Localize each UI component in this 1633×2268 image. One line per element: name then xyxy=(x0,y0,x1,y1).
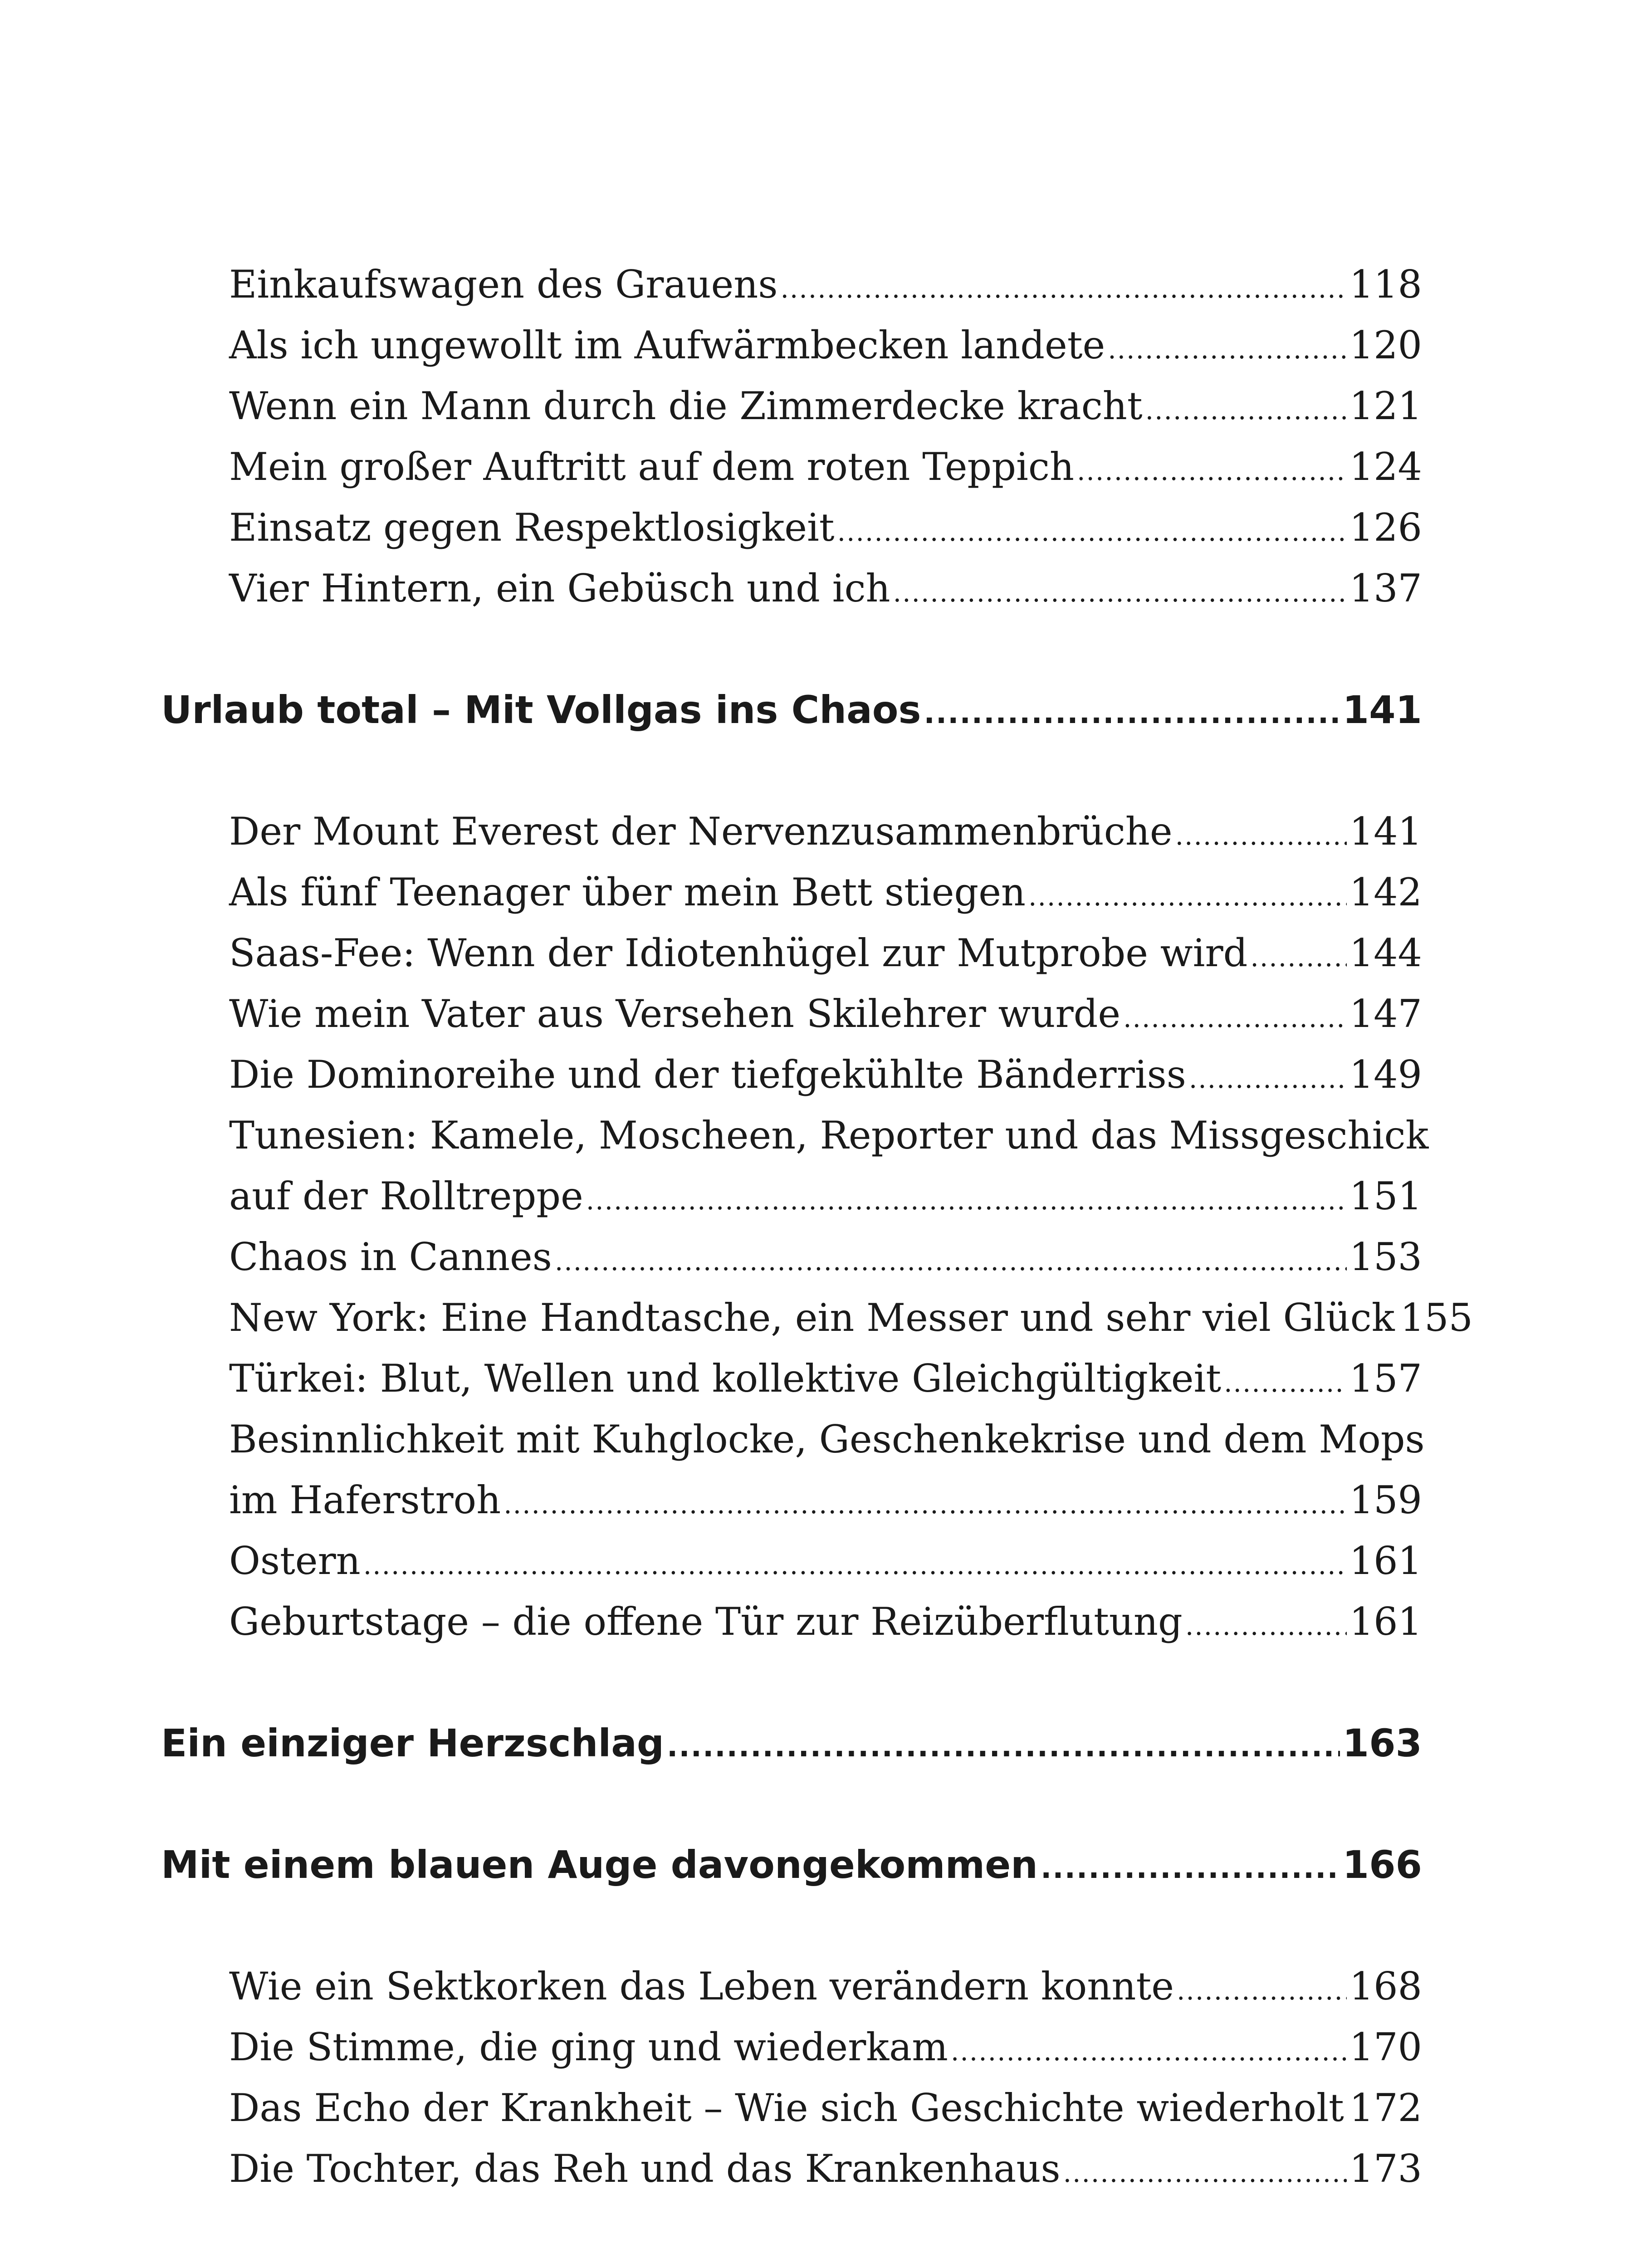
toc-entry-page: 126 xyxy=(1349,505,1422,550)
toc-entry-title: Ostern xyxy=(229,1539,361,1583)
leader-dots xyxy=(1028,862,1347,927)
toc-entry-title: Chaos in Cannes xyxy=(229,1235,552,1279)
toc-entry[interactable] xyxy=(161,2138,1422,2199)
leader-dots xyxy=(1063,2138,1347,2203)
spacer xyxy=(161,740,1422,801)
toc-entry-page: 137 xyxy=(1349,566,1422,611)
toc-chapter[interactable] xyxy=(161,1834,1422,1895)
toc-entry-page: 173 xyxy=(1349,2146,1422,2191)
toc-entry[interactable] xyxy=(161,315,1422,376)
leader-dots xyxy=(893,558,1347,623)
toc-entry[interactable] xyxy=(161,1591,1422,1652)
toc-entry[interactable] xyxy=(161,1530,1422,1591)
toc-entry[interactable] xyxy=(161,2017,1422,2077)
leader-dots xyxy=(555,1227,1347,1291)
toc-chapter-page: 141 xyxy=(1342,688,1422,732)
toc-entry-title: Türkei: Blut, Wellen und kollektive Gleichgültigkeit xyxy=(229,1356,1222,1401)
toc-entry-title: Wie mein Vater aus Versehen Skilehrer wurde xyxy=(229,992,1121,1036)
toc-entry-page: 157 xyxy=(1349,1356,1422,1401)
toc-entry[interactable] xyxy=(161,923,1422,983)
toc-entry[interactable] xyxy=(161,254,1422,315)
leader-dots xyxy=(363,1530,1347,1595)
toc-entry[interactable] xyxy=(161,983,1422,1044)
toc-entry-page: 153 xyxy=(1349,1235,1422,1279)
toc-entry[interactable] xyxy=(161,1470,1422,1530)
toc-entry-page: 120 xyxy=(1349,323,1422,367)
leader-dots xyxy=(780,254,1346,319)
spacer xyxy=(161,619,1422,679)
leader-dots xyxy=(1250,923,1346,987)
table-of-contents xyxy=(161,254,1473,2199)
toc-entry-page: 142 xyxy=(1349,870,1422,914)
toc-chapter-title: Mit einem blauen Auge davongekommen xyxy=(161,1843,1038,1887)
toc-entry-title: Die Tochter, das Reh und das Krankenhaus xyxy=(229,2146,1061,2191)
toc-entry[interactable] xyxy=(161,1227,1422,1287)
toc-entry-page: 151 xyxy=(1349,1174,1422,1218)
toc-entry[interactable] xyxy=(161,801,1422,862)
toc-entry-title: Saas-Fee: Wenn der Idiotenhügel zur Mutprobe wird xyxy=(229,931,1248,975)
leader-dots xyxy=(667,1713,1340,1777)
toc-entry-page: 161 xyxy=(1349,1599,1422,1644)
toc-entry[interactable] xyxy=(161,1348,1422,1409)
toc-chapter-page: 163 xyxy=(1342,1721,1422,1765)
toc-entry-page: 147 xyxy=(1349,992,1422,1036)
toc-entry-page: 149 xyxy=(1349,1052,1422,1097)
toc-entry-page: 168 xyxy=(1349,1964,1422,2009)
toc-entry-page: 172 xyxy=(1349,2086,1423,2130)
toc-entry-page: 159 xyxy=(1349,1478,1422,1522)
leader-dots xyxy=(1224,1348,1347,1413)
spacer xyxy=(161,1652,1422,1713)
toc-entry-title: Mein großer Auftritt auf dem roten Teppich xyxy=(229,445,1074,489)
leader-dots xyxy=(1108,315,1346,380)
toc-entry-title: Vier Hintern, ein Gebüsch und ich xyxy=(229,566,890,611)
toc-entry-page: 118 xyxy=(1349,262,1422,307)
toc-entry-title: Einsatz gegen Respektlosigkeit xyxy=(229,505,835,550)
toc-entry[interactable] xyxy=(161,376,1422,436)
toc-entry-title-line1[interactable]: Tunesien: Kamele, Moscheen, Reporter und das Missgeschick xyxy=(229,1113,1429,1158)
leader-dots xyxy=(1041,1834,1340,1899)
toc-entry-title: Wenn ein Mann durch die Zimmerdecke kracht xyxy=(229,384,1143,428)
toc-chapter-title: Ein einziger Herzschlag xyxy=(161,1721,665,1765)
toc-entry[interactable] xyxy=(161,436,1422,497)
toc-entry[interactable] xyxy=(161,2077,1422,2138)
toc-entry-title: Der Mount Everest der Nervenzusammenbrüche xyxy=(229,809,1173,854)
toc-entry-page: 155 xyxy=(1400,1295,1473,1340)
leader-dots xyxy=(1175,801,1347,866)
toc-entry-page: 144 xyxy=(1349,931,1422,975)
spacer xyxy=(161,1895,1422,1956)
leader-dots xyxy=(1077,436,1347,501)
toc-entry-page: 124 xyxy=(1349,445,1422,489)
leader-dots xyxy=(1185,1591,1347,1656)
leader-dots xyxy=(586,1166,1347,1231)
toc-entry[interactable] xyxy=(161,497,1422,558)
toc-chapter[interactable] xyxy=(161,1713,1422,1774)
toc-entry-page: 141 xyxy=(1349,809,1422,854)
leader-dots xyxy=(924,679,1340,744)
toc-chapter[interactable] xyxy=(161,679,1422,740)
leader-dots xyxy=(1189,1044,1347,1109)
leader-dots xyxy=(951,2017,1347,2082)
toc-entry-title: Einkaufswagen des Grauens xyxy=(229,262,778,307)
toc-entry-page: 170 xyxy=(1349,2025,1422,2069)
spacer xyxy=(161,1774,1422,1834)
toc-entry[interactable] xyxy=(161,1956,1422,2017)
toc-chapter-title: Urlaub total – Mit Vollgas ins Chaos xyxy=(161,688,921,732)
toc-entry[interactable] xyxy=(161,862,1422,923)
leader-dots xyxy=(837,497,1347,562)
leader-dots xyxy=(1177,1956,1347,2021)
toc-entry[interactable] xyxy=(161,558,1422,619)
toc-entry-title: Als fünf Teenager über mein Bett stiegen xyxy=(229,870,1026,914)
leader-dots xyxy=(1123,983,1347,1048)
toc-entry-title: Wie ein Sektkorken das Leben verändern konnte xyxy=(229,1964,1174,2009)
toc-entry-page: 161 xyxy=(1349,1539,1422,1583)
toc-entry-title: New York: Eine Handtasche, ein Messer und sehr viel Glück xyxy=(229,1295,1395,1340)
toc-chapter-page: 166 xyxy=(1342,1843,1422,1887)
toc-entry-title: Die Dominoreihe und der tiefgekühlte Bänderriss xyxy=(229,1052,1186,1097)
toc-entry-title-line2: im Haferstroh xyxy=(229,1478,501,1522)
toc-entry-title-line1[interactable]: Besinnlichkeit mit Kuhglocke, Geschenkekrise und dem Mops xyxy=(229,1417,1425,1461)
leader-dots xyxy=(1145,376,1347,440)
toc-entry[interactable] xyxy=(161,1166,1422,1227)
toc-entry-title: Als ich ungewollt im Aufwärmbecken landete xyxy=(229,323,1105,367)
toc-entry-title: Das Echo der Krankheit – Wie sich Geschichte wiederholt xyxy=(229,2086,1344,2130)
toc-entry[interactable] xyxy=(161,1287,1473,1348)
leader-dots xyxy=(504,1470,1346,1535)
toc-entry-title: Die Stimme, die ging und wiederkam xyxy=(229,2025,948,2069)
toc-entry-page: 121 xyxy=(1349,384,1422,428)
toc-entry-title-line2: auf der Rolltreppe xyxy=(229,1174,583,1218)
toc-entry-title: Geburtstage – die offene Tür zur Reizüberflutung xyxy=(229,1599,1183,1644)
toc-entry[interactable] xyxy=(161,1044,1422,1105)
